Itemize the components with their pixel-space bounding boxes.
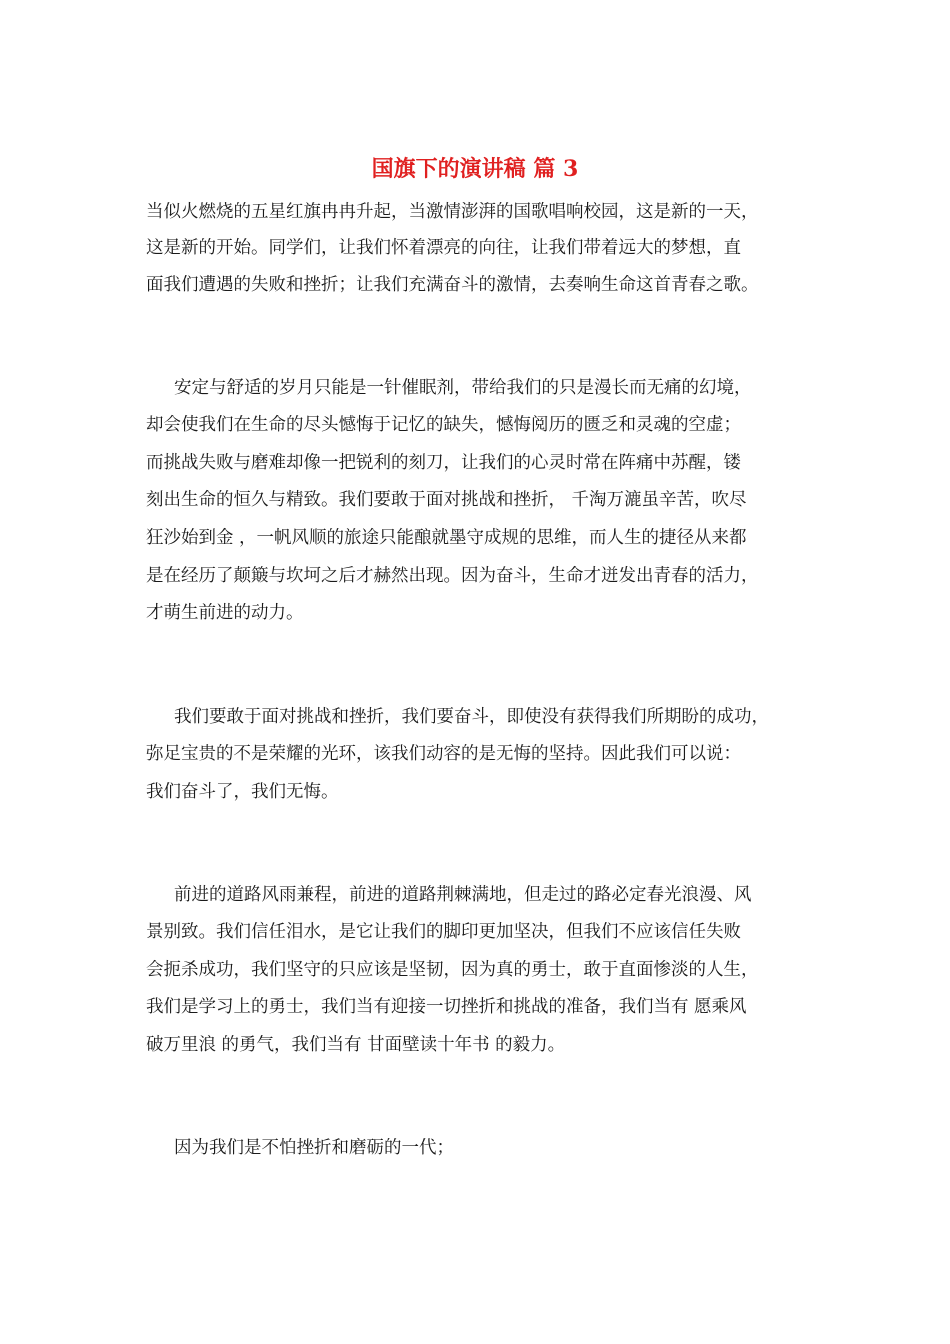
paragraph-2-line-1: 安定与舒适的岁月只能是一针催眠剂，带给我们的只是漫长而无痛的幻境，	[174, 378, 752, 398]
paragraph-3-line-1: 我们要敢于面对挑战和挫折，我们要奋斗，即使没有获得我们所期盼的成功，	[174, 707, 769, 727]
paragraph-1-line-3: 面我们遭遇的失败和挫折；让我们充满奋斗的激情，去奏响生命这首青春之歌。	[146, 275, 759, 295]
paragraph-4-line-4: 我们是学习上的勇士，我们当有迎接一切挫折和挑战的准备，我们当有 愿乘风	[146, 997, 747, 1017]
paragraph-2-line-2: 却会使我们在生命的尽头憾悔于记忆的缺失，憾悔阅历的匮乏和灵魂的空虚；	[146, 415, 741, 435]
paragraph-2-line-7: 才萌生前进的动力。	[146, 603, 304, 623]
paragraph-4-line-1: 前进的道路风雨兼程，前进的道路荆棘满地，但走过的路必定春光浪漫、风	[174, 885, 752, 905]
paragraph-2-line-4: 刻出生命的恒久与精致。我们要敢于面对挑战和挫折， 千淘万漉虽辛苦，吹尽	[146, 490, 747, 510]
paragraph-4-line-2: 景别致。我们信任泪水，是它让我们的脚印更加坚决，但我们不应该信任失败	[146, 922, 741, 942]
paragraph-2-line-6: 是在经历了颠簸与坎坷之后才赫然出现。因为奋斗，生命才迸发出青春的活力，	[146, 566, 759, 586]
paragraph-4-line-5: 破万里浪 的勇气，我们当有 甘面壁读十年书 的毅力。	[146, 1035, 566, 1055]
paragraph-2-line-5: 狂沙始到金 ，一帆风顺的旅途只能酿就墨守成规的思维，而人生的捷径从来都	[146, 528, 747, 548]
paragraph-2-line-3: 而挑战失败与磨难却像一把锐利的刻刀，让我们的心灵时常在阵痛中苏醒，镂	[146, 453, 741, 473]
paragraph-4-line-3: 会扼杀成功，我们坚守的只应该是坚韧，因为真的勇士，敢于直面惨淡的人生，	[146, 960, 759, 980]
paragraph-3-line-2: 弥足宝贵的不是荣耀的光环，该我们动容的是无悔的坚持。因此我们可以说：	[146, 744, 741, 764]
paragraph-1-line-2: 这是新的开始。同学们，让我们怀着漂亮的向往，让我们带着远大的梦想，直	[146, 238, 741, 258]
document-title: 国旗下的演讲稿 篇 3	[371, 156, 579, 182]
paragraph-5-line-1: 因为我们是不怕挫折和磨砺的一代；	[174, 1138, 454, 1158]
paragraph-3-line-3: 我们奋斗了，我们无悔。	[146, 782, 339, 802]
paragraph-1-line-1: 当似火燃烧的五星红旗冉冉升起，当激情澎湃的国歌唱响校园，这是新的一天，	[146, 202, 759, 222]
